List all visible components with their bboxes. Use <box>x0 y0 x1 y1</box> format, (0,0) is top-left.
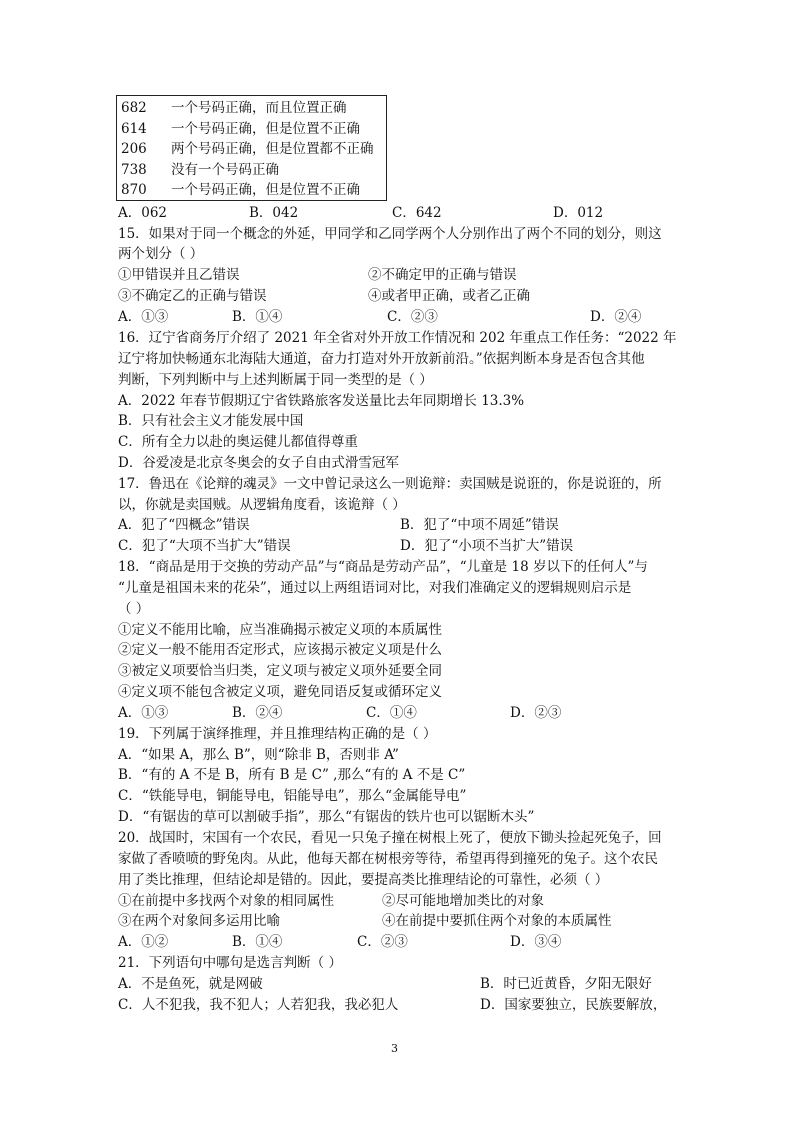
clue-text: 一个号码正确，但是位置不正确 <box>171 120 360 137</box>
q18-statement-3: ③被定义项要恰当归类，定义项与被定义项外延要全同 <box>118 663 442 679</box>
clue-row <box>117 160 386 181</box>
q18-stem-line-2: “儿童是祖国未来的花朵”，通过以上两组语词对比，对我们准确定义的逻辑规则启示是 <box>118 580 632 596</box>
q16-stem-line-2: 辽宁将加快畅通东北海陆大通道，奋力打造对外开放新前沿。”依据判断本身是否包含其他 <box>118 351 645 367</box>
q15-stem-line-1: 15．如果对于同一个概念的外延，甲同学和乙同学两个人分别作出了两个不同的划分，则这 <box>118 226 662 242</box>
q17-option-a: A．犯了“四概念”错误 <box>118 517 250 533</box>
clue-row <box>117 119 386 140</box>
q18-stem-line-3: （ ） <box>118 601 150 617</box>
q14-option-a: A．062 <box>118 205 168 221</box>
q14-option-b: B．042 <box>249 205 299 221</box>
q15-statement-3: ③不确定乙的正确与错误 <box>118 288 267 304</box>
q17-option-c: C．犯了“大项不当扩大”错误 <box>118 538 291 554</box>
clue-text: 一个号码正确，而且位置正确 <box>171 100 347 116</box>
q18-stem-line-1: 18．“商品是用于交换的劳动产品”与“商品是劳动产品”，“儿童是 18 岁以下的任何人”与 <box>118 559 648 575</box>
q17-option-d: D．犯了“小项不当扩大”错误 <box>400 538 574 554</box>
q14-option-c: C．642 <box>392 205 442 221</box>
clue-row <box>117 139 386 160</box>
q20-stem-line-1: 20．战国时，宋国有一个农民，看见一只兔子撞在树根上死了，便放下锄头捡起死兔子，回 <box>118 830 662 846</box>
q16-option-a: A．2022 年春节假期辽宁省铁路旅客发送量比去年同期增长 13.3% <box>118 393 525 409</box>
q20-statement-2: ②尽可能地增加类比的对象 <box>382 893 544 909</box>
q20-statement-3: ③在两个对象间多运用比喻 <box>118 913 280 929</box>
q20-option-b: B．①④ <box>232 934 283 950</box>
q21-option-a: A．不是鱼死，就是网破 <box>118 976 263 992</box>
clue-code: 870 <box>121 182 147 199</box>
q18-statement-1: ①定义不能用比喻，应当准确揭示被定义项的本质属性 <box>118 622 442 638</box>
q15-option-c: C．②③ <box>387 309 438 325</box>
clue-code: 738 <box>121 161 147 178</box>
q20-option-a: A．①② <box>118 934 169 950</box>
clue-text: 没有一个号码正确 <box>171 161 279 178</box>
page-number: 3 <box>391 1042 398 1055</box>
clue-row <box>117 98 386 119</box>
q20-stem-line-2: 家做了香喷喷的野兔肉。从此，他每天都在树根旁等待，希望再得到撞死的兔子。这个农民 <box>118 851 658 867</box>
q15-statement-4: ④或者甲正确，或者乙正确 <box>368 288 530 304</box>
q15-option-b: B．①④ <box>232 309 283 325</box>
clue-code: 682 <box>121 100 147 116</box>
q20-stem-line-3: 用了类比推理，但结论却是错的。因此，要提高类比推理结论的可靠性，必须（ ） <box>118 872 609 888</box>
q21-option-d: D．国家要独立，民族要解放， <box>480 997 667 1013</box>
q20-option-c: C．②③ <box>357 934 408 950</box>
q19-stem: 19．下列属于演绎推理，并且推理结构正确的是（ ） <box>118 726 437 742</box>
clue-text: 两个号码正确，但是位置都不正确 <box>171 141 374 158</box>
q20-statement-1: ①在前提中多找两个对象的相同属性 <box>118 893 334 909</box>
q16-stem-line-3: 判断，下列判断中与上述判断属于同一类型的是（ ） <box>118 372 433 388</box>
password-clue-table <box>116 95 387 201</box>
clue-row <box>117 180 386 201</box>
q15-statement-1: ①甲错误并且乙错误 <box>118 267 240 283</box>
q20-option-d: D．③④ <box>510 934 562 950</box>
q21-stem: 21．下列语句中哪句是选言判断（ ） <box>118 955 342 971</box>
q19-option-b: B．“有的 A 不是 B，所有 B 是 C” ,那么“有的 A 不是 C” <box>118 767 466 783</box>
clue-code: 614 <box>121 120 147 137</box>
q17-stem-line-1: 17．鲁迅在《论辩的魂灵》一文中曾记录这么一则诡辩：卖国贼是说诳的，你是说诳的，所 <box>118 476 662 492</box>
q18-option-b: B．②④ <box>232 705 283 721</box>
clue-text: 一个号码正确，但是位置不正确 <box>171 182 360 199</box>
q15-option-a: A．①③ <box>118 309 169 325</box>
q17-stem-line-2: 以，你就是卖国贼。从逻辑角度看，该诡辩（ ） <box>118 497 406 513</box>
q17-option-b: B．犯了“中项不周延”错误 <box>400 517 559 533</box>
q19-option-d: D．“有锯齿的草可以割破手指”，那么“有锯齿的铁片也可以锯断木头” <box>118 809 535 825</box>
q18-statement-4: ④定义项不能包含被定义项，避免同语反复或循环定义 <box>118 684 442 700</box>
q19-option-c: C．“铁能导电，铜能导电，铝能导电”，那么“金属能导电” <box>118 788 467 804</box>
q18-statement-2: ②定义一般不能用否定形式，应该揭示被定义项是什么 <box>118 642 442 658</box>
q16-stem-line-1: 16．辽宁省商务厅介绍了 2021 年全省对外开放工作情况和 202 年重点工作任务：“2022 年 <box>118 330 677 346</box>
q16-option-c: C．所有全力以赴的奥运健儿都值得尊重 <box>118 434 358 450</box>
q19-option-a: A．“如果 A，那么 B”，则“除非 B，否则非 A” <box>118 747 399 763</box>
q20-statement-4: ④在前提中要抓住两个对象的本质属性 <box>382 913 612 929</box>
q21-option-b: B．时已近黄昏，夕阳无限好 <box>480 976 652 992</box>
q21-option-c: C．人不犯我，我不犯人；人若犯我，我必犯人 <box>118 997 399 1013</box>
q15-stem-line-2: 两个划分（ ） <box>118 246 204 262</box>
q15-statement-2: ②不确定甲的正确与错误 <box>368 267 517 283</box>
q14-option-d: D．012 <box>553 205 604 221</box>
clue-code: 206 <box>121 141 147 158</box>
q16-option-d: D．谷爱凌是北京冬奥会的女子自由式滑雪冠军 <box>118 455 399 471</box>
q18-option-c: C．①④ <box>366 705 417 721</box>
q18-option-d: D．②③ <box>510 705 562 721</box>
q16-option-b: B．只有社会主义才能发展中国 <box>118 413 304 429</box>
q15-option-d: D．②④ <box>590 309 642 325</box>
q18-option-a: A．①③ <box>118 705 169 721</box>
